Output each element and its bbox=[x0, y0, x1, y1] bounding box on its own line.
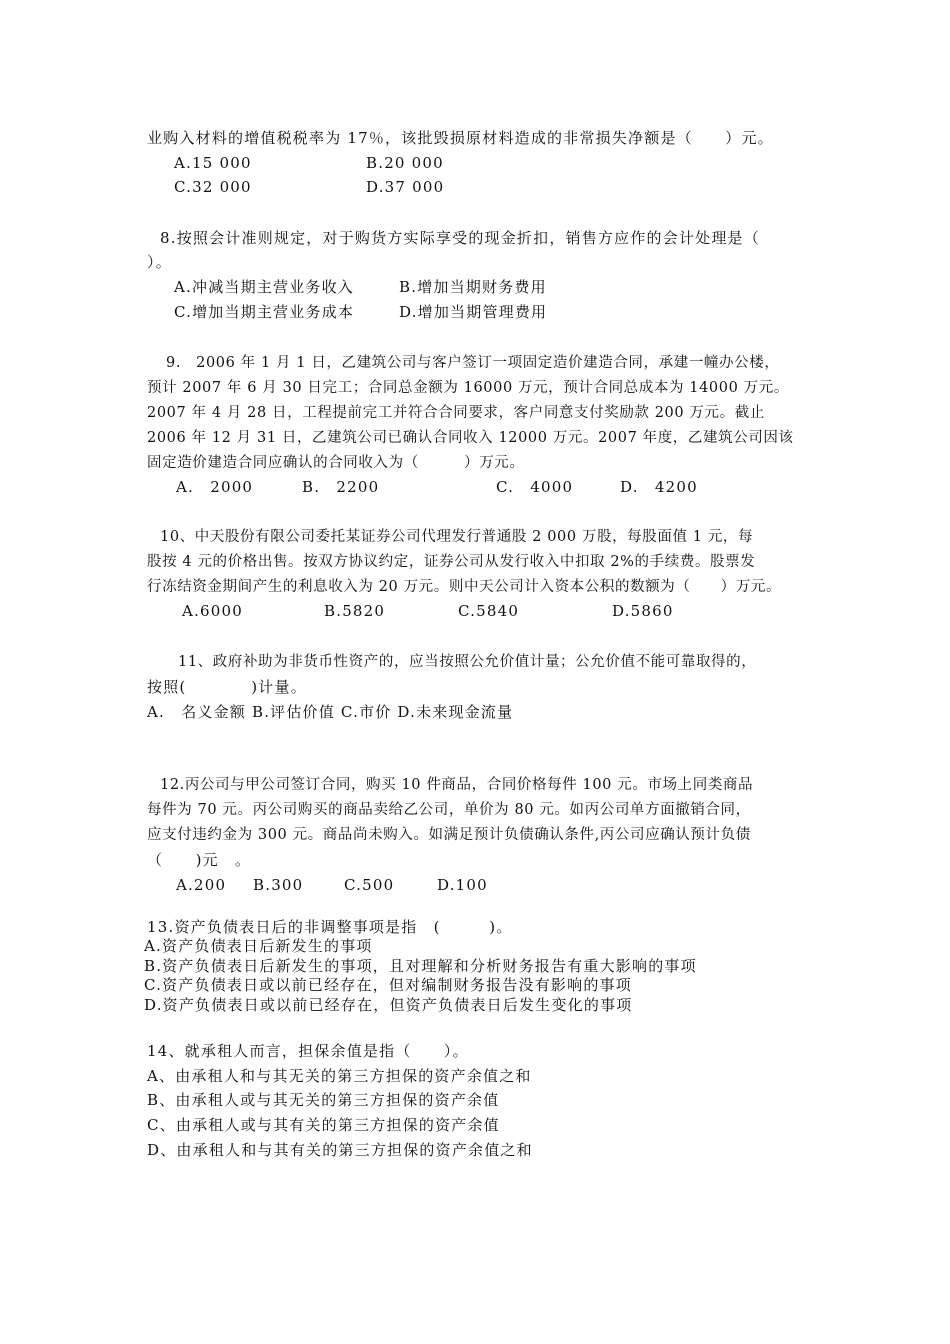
q8-stem-line1: 8.按照会计准则规定，对于购货方实际享受的现金折扣，销售方应作的会计处理是（ bbox=[160, 229, 760, 247]
q9-stem-line1: 9. 2006 年 1 月 1 日，乙建筑公司与客户签订一项固定造价建造合同，承建一幢办公楼， bbox=[166, 355, 780, 371]
q7-option-b: B.20 000 bbox=[366, 154, 444, 172]
q9-option-b: B. 2200 bbox=[302, 478, 380, 496]
q9-stem-line4: 2006 年 12 月 31 日，乙建筑公司已确认合同收入 12000 万元。2007 年度，乙建筑公司因该 bbox=[147, 430, 794, 446]
q12-stem-line1: 12.丙公司与甲公司签订合同，购买 10 件商品，合同价格每件 100 元。市场上同类商品 bbox=[160, 777, 754, 793]
q10-stem-line2: 股按 4 元的价格出售。按双方协议约定，证券公司从发行收入中扣取 2%的手续费。股票发 bbox=[147, 554, 756, 570]
q14-option-d: D、由承租人和与其有关的第三方担保的资产余值之和 bbox=[147, 1141, 533, 1159]
q8-option-d: D.增加当期管理费用 bbox=[399, 303, 548, 321]
q10-stem-line3: 行冻结资金期间产生的利息收入为 20 万元。则中天公司计入资本公积的数额为（ ）万元。 bbox=[147, 579, 782, 595]
q9-option-d: D. 4200 bbox=[620, 478, 698, 496]
q12-stem-line2: 每件为 70 元。丙公司购买的商品卖给乙公司，单价为 80 元。如丙公司单方面撤销合同， bbox=[147, 802, 751, 818]
q13-option-b: B.资产负债表日后新发生的事项，且对理解和分析财务报告有重大影响的事项 bbox=[144, 957, 697, 975]
q13-option-d: D.资产负债表日或以前已经存在，但资产负债表日后发生变化的事项 bbox=[144, 996, 633, 1014]
q14-option-c: C、由承租人或与其有关的第三方担保的资产余值 bbox=[147, 1116, 500, 1134]
q14-stem: 14、就承租人而言，担保余值是指（ ）。 bbox=[147, 1042, 469, 1060]
q9-option-c: C. 4000 bbox=[496, 478, 574, 496]
q12-option-a: A.200 bbox=[176, 876, 227, 894]
q7-stem-tail: 业购入材料的增值税税率为 17％，该批毁损原材料造成的非常损失净额是（ ）元。 bbox=[147, 129, 774, 147]
q12-option-c: C.500 bbox=[344, 876, 395, 894]
q13-stem: 13.资产负债表日后的非调整事项是指 ( )。 bbox=[147, 918, 513, 936]
q10-option-b: B.5820 bbox=[324, 602, 386, 620]
q12-option-d: D.100 bbox=[437, 876, 488, 894]
q9-stem-line3: 2007 年 4 月 28 日，工程提前完工并符合合同要求，客户同意支付奖励款 200 万元。截止 bbox=[147, 405, 765, 421]
q12-stem-line4: （ )元 。 bbox=[147, 851, 252, 869]
q8-option-b: B.增加当期财务费用 bbox=[399, 278, 547, 296]
q7-option-a: A.15 000 bbox=[174, 154, 252, 172]
q9-stem-line2: 预计 2007 年 6 月 30 日完工；合同总金额为 16000 万元，预计合同总成本为 14000 万元。 bbox=[147, 380, 789, 396]
q7-option-d: D.37 000 bbox=[366, 178, 445, 196]
q8-option-c: C.增加当期主营业务成本 bbox=[174, 303, 355, 321]
q12-stem-line3: 应支付违约金为 300 元。商品尚未购入。如满足预计负债确认条件,丙公司应确认预计负债 bbox=[147, 827, 751, 843]
q10-option-d: D.5860 bbox=[612, 602, 674, 620]
q13-option-c: C.资产负债表日或以前已经存在，但对编制财务报告没有影响的事项 bbox=[144, 976, 632, 994]
q10-stem-line1: 10、中天股份有限公司委托某证券公司代理发行普通股 2 000 万股，每股面值 1 元，每 bbox=[160, 529, 754, 545]
q11-options: A. 名义金额 B.评估价值 C.市价 D.未来现金流量 bbox=[147, 703, 514, 721]
q9-option-a: A. 2000 bbox=[176, 478, 254, 496]
q10-option-a: A.6000 bbox=[182, 602, 243, 620]
q12-option-b: B.300 bbox=[253, 876, 304, 894]
q7-option-c: C.32 000 bbox=[174, 178, 252, 196]
q10-option-c: C.5840 bbox=[458, 602, 520, 620]
q14-option-a: A、由承租人和与其无关的第三方担保的资产余值之和 bbox=[147, 1067, 532, 1085]
q11-stem-line2: 按照( )计量。 bbox=[147, 678, 307, 696]
q13-option-a: A.资产负债表日后新发生的事项 bbox=[144, 937, 373, 955]
q11-stem-line1: 11、政府补助为非货币性资产的，应当按照公允价值计量；公允价值不能可靠取得的， bbox=[178, 654, 757, 670]
q14-option-b: B、由承租人或与其无关的第三方担保的资产余值 bbox=[147, 1091, 500, 1109]
q8-option-a: A.冲减当期主营业务收入 bbox=[174, 278, 355, 296]
q8-stem-line2: ）。 bbox=[147, 253, 172, 271]
q9-stem-line5: 固定造价建造合同应确认的合同收入为（ ）万元。 bbox=[147, 455, 525, 471]
